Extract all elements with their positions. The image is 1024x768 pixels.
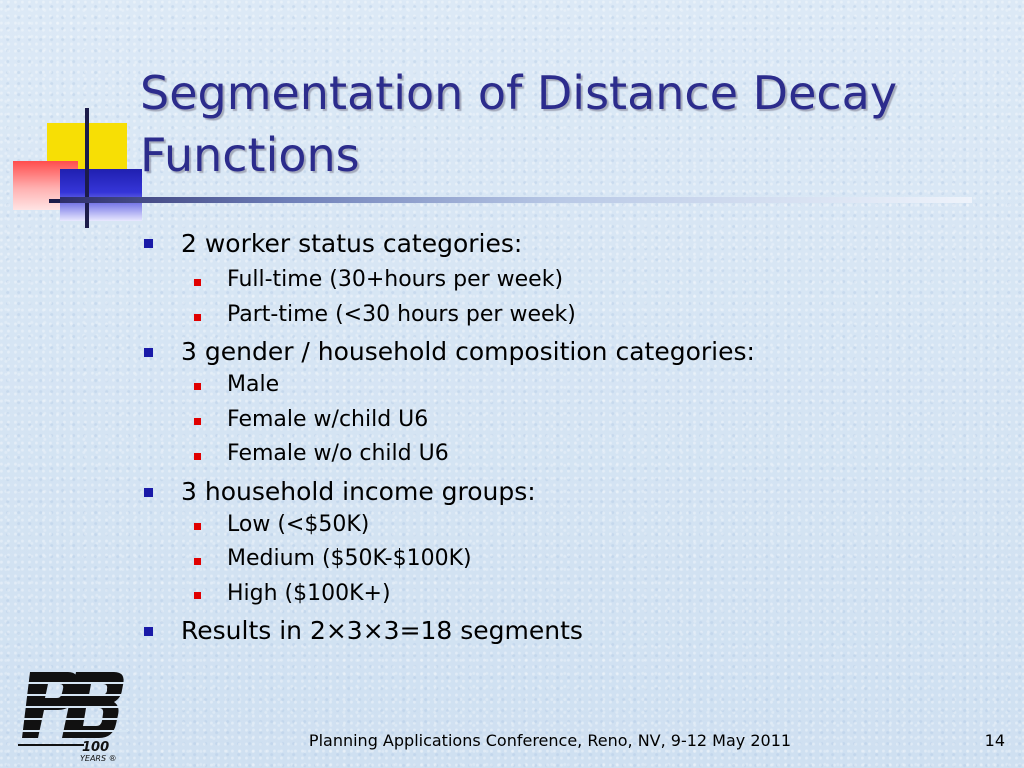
sub-bullet-icon [194, 314, 201, 321]
bullet-item: 2 worker status categories: [181, 229, 523, 258]
bullet-item: 3 gender / household composition categories: [181, 337, 755, 366]
bullet-icon [144, 488, 153, 497]
sub-bullet-icon [194, 453, 201, 460]
sub-bullet-item: Full-time (30+hours per week) [227, 267, 564, 292]
sub-bullet-item: Part-time (<30 hours per week) [227, 302, 576, 327]
page-number: 14 [984, 731, 1005, 750]
bullet-item: Results in 2×3×3=18 segments [181, 616, 583, 645]
sub-bullet-item: Female w/o child U6 [227, 441, 449, 466]
logo-anniversary: 100 [82, 740, 110, 755]
decorative-blocks-graphic [0, 0, 150, 240]
logo-subtext: YEARS ® [80, 754, 117, 762]
sub-bullet-icon [194, 383, 201, 390]
blue-square [60, 169, 142, 221]
bullet-item: 3 household income groups: [181, 477, 536, 506]
sub-bullet-item: Male [227, 372, 280, 397]
footer-text: Planning Applications Conference, Reno, NV, 9-12 May 2011 [308, 731, 792, 750]
sub-bullet-icon [194, 279, 201, 286]
pb-letters [18, 672, 128, 746]
sub-bullet-icon [194, 523, 201, 530]
sub-bullet-icon [194, 418, 201, 425]
sub-bullet-item: Medium ($50K-$100K) [227, 546, 472, 571]
title-underline [60, 197, 972, 203]
sub-bullet-item: Low (<$50K) [227, 512, 370, 537]
pb-100-years-logo [18, 668, 128, 762]
slide-title: Segmentation of Distance Decay Functions [140, 66, 898, 182]
bullet-icon [144, 239, 153, 248]
sub-bullet-item: High ($100K+) [227, 581, 391, 606]
vertical-line [85, 108, 89, 228]
bullet-icon [144, 627, 153, 636]
bullet-icon [144, 348, 153, 357]
sub-bullet-item: Female w/child U6 [227, 407, 429, 432]
sub-bullet-icon [194, 592, 201, 599]
sub-bullet-icon [194, 558, 201, 565]
